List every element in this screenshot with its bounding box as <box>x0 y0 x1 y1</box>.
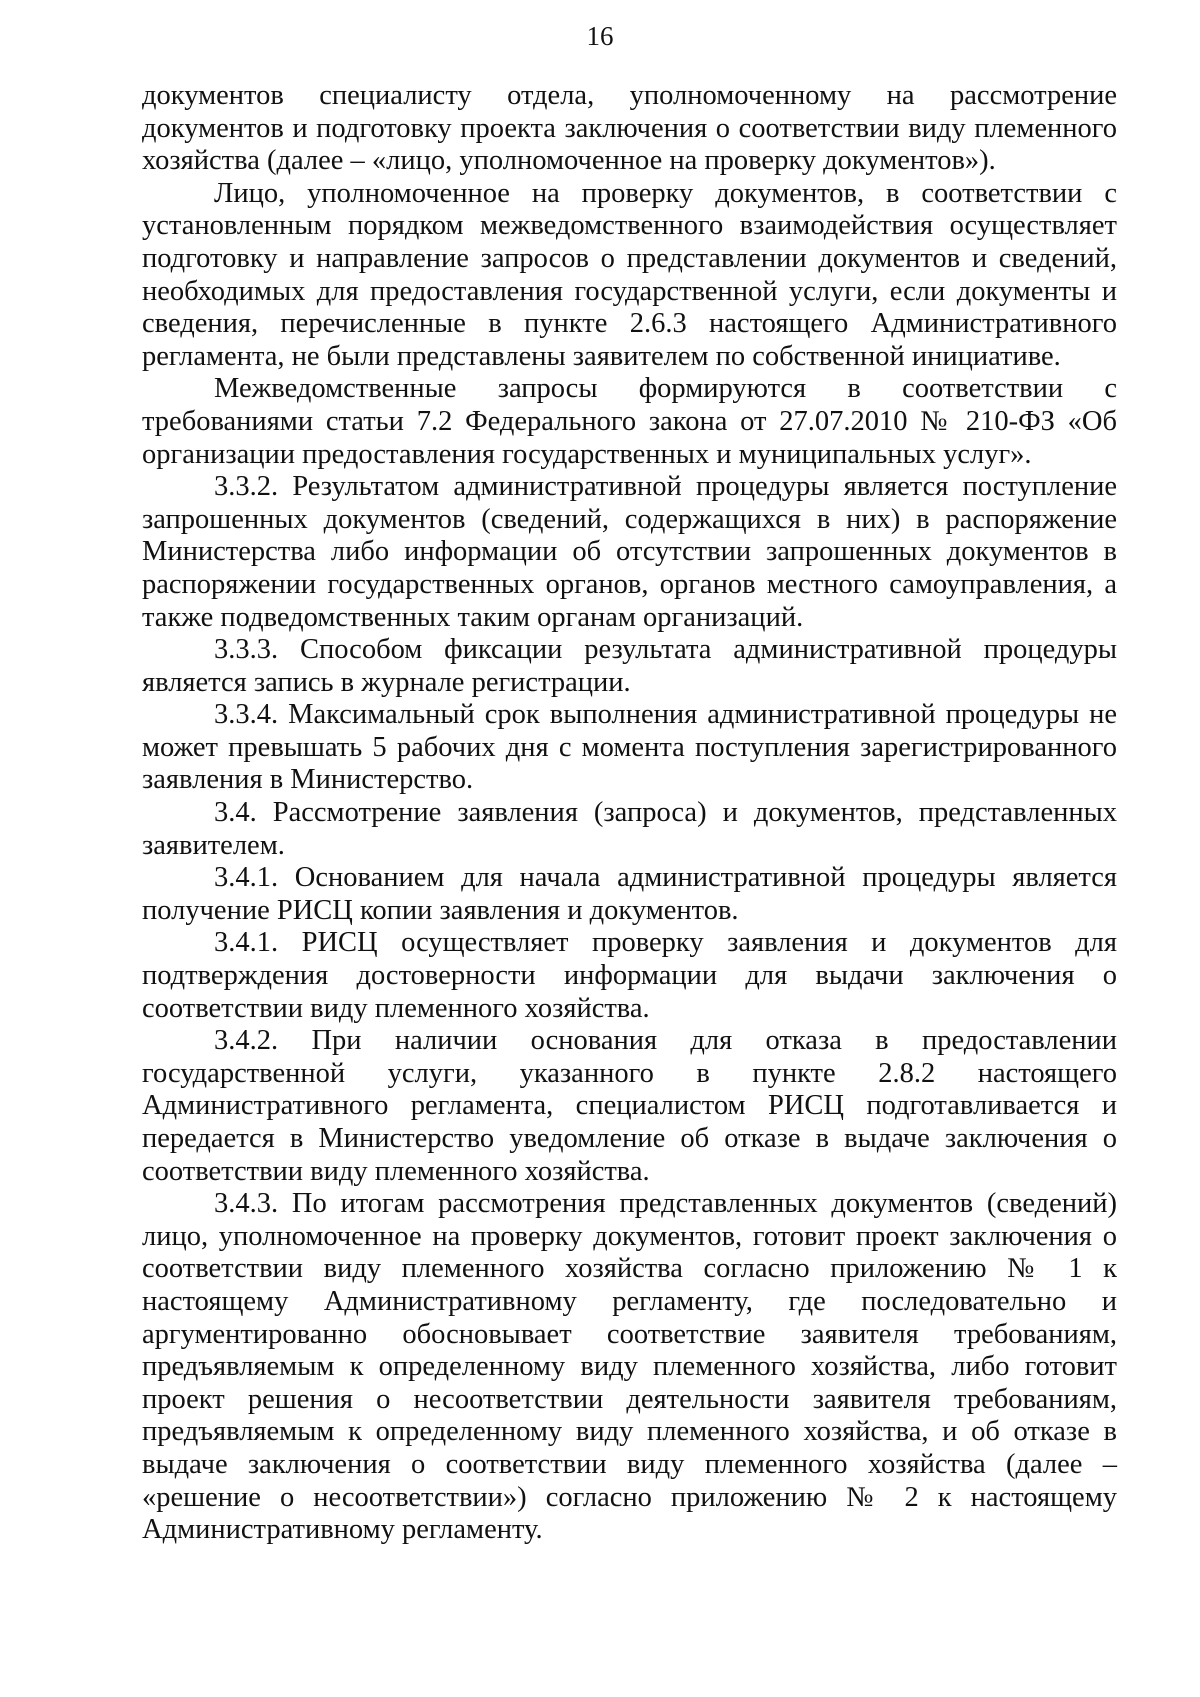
paragraph-3-4-1-basis: 3.4.1. Основанием для начала административной процедуры является получение РИСЦ копии заявления и документов. <box>142 862 1117 926</box>
paragraph-3-4-2: 3.4.2. При наличии основания для отказа в предоставлении государственной услуги, указанного в пункте 2.8.2 настоящего Административного регламента, специалистом РИСЦ подготавливается и передается в Министерство уведомление об отказе в выдаче заключения о соответствии виду племенного хозяйства. <box>142 1025 1117 1187</box>
document-body <box>142 80 1117 1547</box>
paragraph-3-3-4: 3.3.4. Максимальный срок выполнения административной процедуры не может превышать 5 рабочих дня с момента поступления зарегистрированного заявления в Министерство. <box>142 699 1117 796</box>
page-number: 16 <box>586 21 614 51</box>
paragraph-3-3-3: 3.3.3. Способом фиксации результата административной процедуры является запись в журнале регистрации. <box>142 634 1117 698</box>
paragraph-interagency-requests: Лицо, уполномоченное на проверку документов, в соответствии с установленным порядком межведомственного взаимодействия осуществляет подготовку и направление запросов о представлении документов и сведений, необходимых для предоставления государственной услуги, если документы и сведения, перечисленные в пункте 2.6.3 настоящего Административного регламента, не были представлены заявителем по собственной инициативе. <box>142 177 1117 372</box>
paragraph-interagency-law: Межведомственные запросы формируются в соответствии с требованиями статьи 7.2 Федерального закона от 27.07.2010 № 210-ФЗ «Об организации предоставления государственных и муниципальных услуг». <box>142 373 1117 470</box>
paragraph-3-3-2: 3.3.2. Результатом административной процедуры является поступление запрошенных документов (сведений, содержащихся в них) в распоряжение Министерства либо информации об отсутствии запрошенных документов в распоряжении государственных органов, органов местного самоуправления, а также подведомственных таким органам организаций. <box>142 471 1117 633</box>
paragraph-continuation: документов специалисту отдела, уполномоченному на рассмотрение документов и подготовку проекта заключения о соответствии виду племенного хозяйства (далее – «лицо, уполномоченное на проверку документов»). <box>142 80 1117 177</box>
paragraph-3-4-1-check: 3.4.1. РИСЦ осуществляет проверку заявления и документов для подтверждения достоверности информации для выдачи заключения о соответствии виду племенного хозяйства. <box>142 927 1117 1024</box>
paragraph-3-4-3: 3.4.3. По итогам рассмотрения представленных документов (сведений) лицо, уполномоченное на проверку документов, готовит проект заключения о соответствии виду племенного хозяйства согласно приложению № 1 к настоящему Административному регламенту, где последовательно и аргументированно обосновывает соответствие заявителя требованиям, предъявляемым к определенному виду племенного хозяйства, либо готовит проект решения о несоответствии деятельности заявителя требованиям, предъявляемым к определенному виду племенного хозяйства, и об отказе в выдаче заключения о соответствии виду племенного хозяйства (далее – «решение о несоответствии») согласно приложению № 2 к настоящему Административному регламенту. <box>142 1188 1117 1546</box>
paragraph-3-4: 3.4. Рассмотрение заявления (запроса) и документов, представленных заявителем. <box>142 797 1117 861</box>
